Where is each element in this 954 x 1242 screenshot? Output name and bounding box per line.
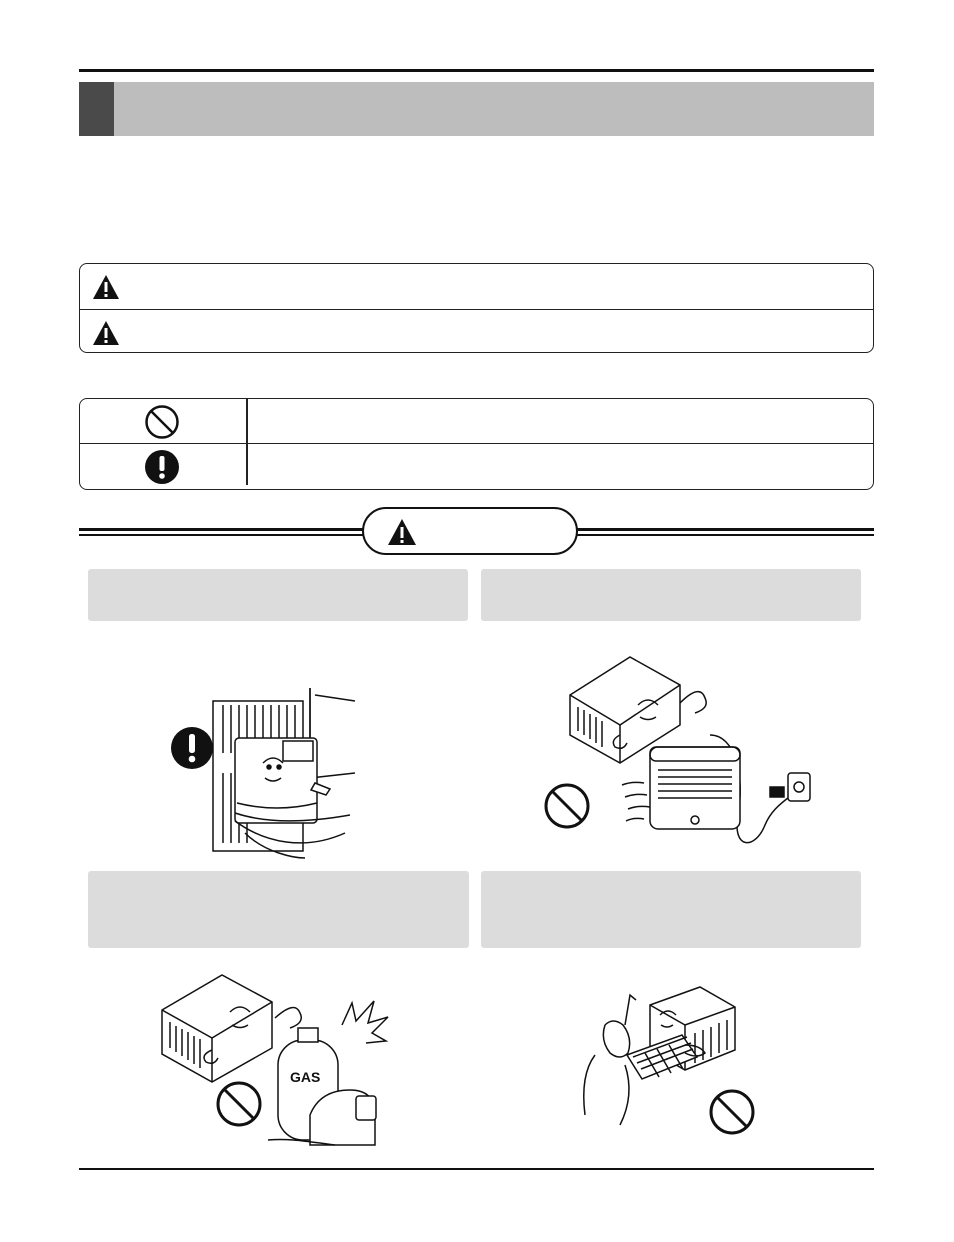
signal-word-box — [79, 263, 874, 353]
signal-row-warning — [80, 264, 873, 309]
illustration-window-unit — [165, 683, 365, 863]
mandatory-icon — [170, 726, 214, 770]
symbol-row-prohibition — [80, 399, 873, 444]
instruction-panel — [88, 569, 468, 621]
instruction-panel — [88, 871, 469, 948]
warning-triangle-icon — [92, 274, 120, 305]
bottom-rule — [79, 1168, 874, 1170]
gas-label: GAS — [290, 1069, 321, 1085]
symbol-row-mandatory — [80, 443, 873, 489]
prohibition-icon — [708, 1088, 756, 1136]
warning-triangle-icon — [92, 320, 120, 351]
top-rule — [79, 69, 874, 72]
prohibition-icon — [215, 1080, 263, 1128]
section-title-bar — [79, 82, 874, 136]
mandatory-icon — [144, 449, 180, 490]
prohibition-icon — [543, 782, 591, 830]
signal-row-caution — [80, 309, 873, 355]
instruction-panel — [481, 871, 861, 948]
illustration-heater-nearby — [560, 655, 820, 855]
prohibition-icon — [144, 404, 180, 445]
symbol-legend-box — [79, 398, 874, 490]
instruction-panel — [481, 569, 861, 621]
warning-triangle-icon — [387, 518, 417, 551]
warning-banner — [362, 507, 578, 555]
illustration-gas-cylinder — [160, 970, 390, 1155]
title-tab — [79, 82, 114, 136]
